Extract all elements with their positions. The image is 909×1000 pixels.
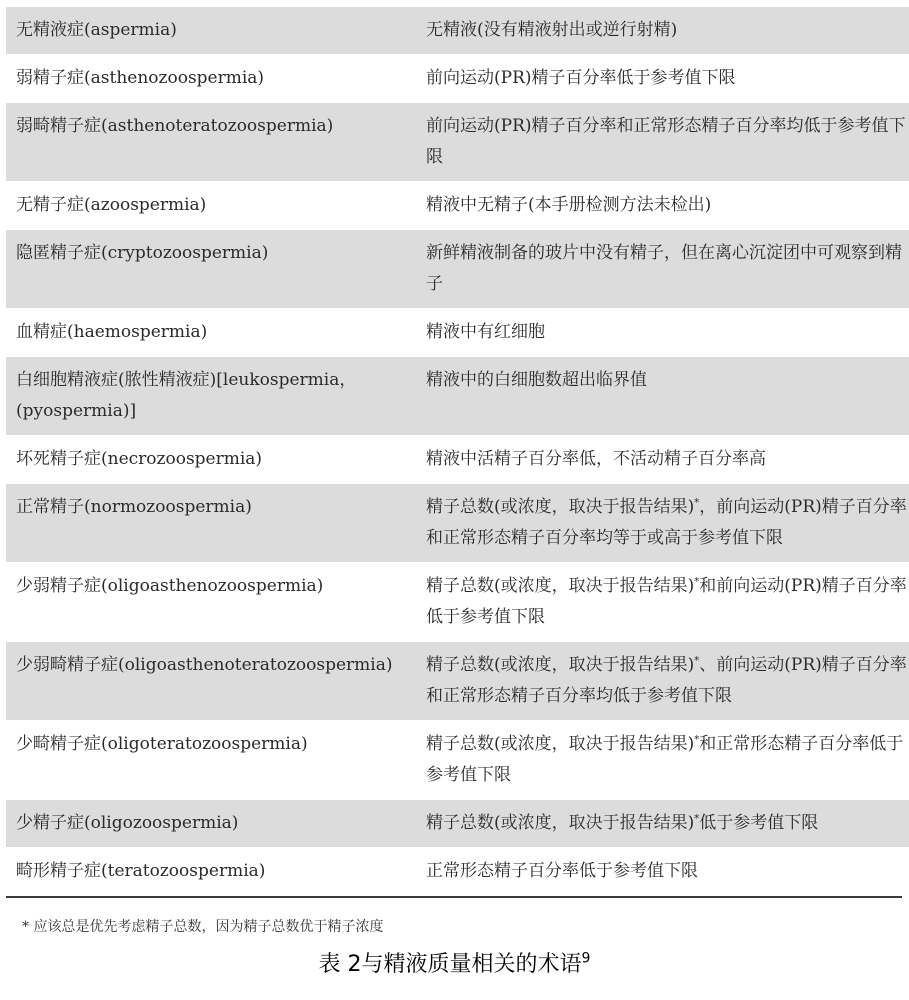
table-footnote: * 应该总是优先考虑精子总数，因为精子总数优于精子浓度 bbox=[22, 919, 384, 935]
definition-pre: 精子总数(或浓度，取决于报告结果) bbox=[426, 497, 695, 517]
term-cell: 无精液症(aspermia) bbox=[6, 7, 416, 55]
terms-table bbox=[6, 7, 909, 896]
table-row bbox=[6, 230, 909, 309]
term-cell: 少弱精子症(oligoasthenozoospermia) bbox=[6, 563, 416, 642]
table-row bbox=[6, 182, 909, 230]
definition-pre: 精子总数(或浓度，取决于报告结果) bbox=[426, 734, 695, 754]
definition-cell: 精液中有红细胞 bbox=[416, 309, 909, 357]
term-cell: 弱精子症(asthenozoospermia) bbox=[6, 55, 416, 103]
definition-pre: 精子总数(或浓度，取决于报告结果) bbox=[426, 576, 695, 596]
table-row bbox=[6, 800, 909, 848]
definition-cell bbox=[416, 721, 909, 800]
table-row bbox=[6, 484, 909, 563]
definition-post: 和前向运动(PR)精子百分率低于参考值下限 bbox=[426, 576, 907, 627]
definition-cell bbox=[416, 563, 909, 642]
table-row bbox=[6, 55, 909, 103]
footnote-marker: * bbox=[694, 734, 700, 746]
definition-pre: 精子总数(或浓度，取决于报告结果) bbox=[426, 655, 695, 675]
definition-cell: 精液中的白细胞数超出临界值 bbox=[416, 357, 909, 436]
table-row bbox=[6, 563, 909, 642]
footnote-marker: * bbox=[694, 655, 700, 667]
definition-cell: 精液中无精子(本手册检测方法未检出) bbox=[416, 182, 909, 230]
table-row bbox=[6, 7, 909, 55]
term-cell: 隐匿精子症(cryptozoospermia) bbox=[6, 230, 416, 309]
footnote-marker: * bbox=[694, 576, 700, 588]
term-cell: 少精子症(oligozoospermia) bbox=[6, 800, 416, 848]
footnote-marker: * bbox=[694, 497, 700, 509]
table-row bbox=[6, 436, 909, 484]
definition-post: 低于参考值下限 bbox=[699, 813, 819, 833]
definition-cell bbox=[416, 642, 909, 721]
term-cell: 正常精子(normozoospermia) bbox=[6, 484, 416, 563]
term-cell: 少畸精子症(oligoteratozoospermia) bbox=[6, 721, 416, 800]
definition-pre: 精子总数(或浓度，取决于报告结果) bbox=[426, 813, 695, 833]
definition-post: ，前向运动(PR)精子百分率和正常形态精子百分率均等于或高于参考值下限 bbox=[426, 497, 907, 548]
term-cell: 弱畸精子症(asthenoteratozoospermia) bbox=[6, 103, 416, 182]
definition-post: 、前向运动(PR)精子百分率和正常形态精子百分率均低于参考值下限 bbox=[426, 655, 907, 706]
table-row bbox=[6, 357, 909, 436]
term-cell: 无精子症(azoospermia) bbox=[6, 182, 416, 230]
table-body bbox=[6, 7, 909, 896]
term-cell: 血精症(haemospermia) bbox=[6, 309, 416, 357]
table-row bbox=[6, 309, 909, 357]
table-row bbox=[6, 642, 909, 721]
definition-cell: 前向运动(PR)精子百分率低于参考值下限 bbox=[416, 55, 909, 103]
table-row bbox=[6, 721, 909, 800]
table-row bbox=[6, 103, 909, 182]
term-cell: 少弱畸精子症(oligoasthenoteratozoospermia) bbox=[6, 642, 416, 721]
definition-post: 和正常形态精子百分率低于参考值下限 bbox=[426, 734, 904, 785]
footnote-marker: * bbox=[694, 813, 700, 825]
definition-cell: 正常形态精子百分率低于参考值下限 bbox=[416, 848, 909, 896]
term-cell: 坏死精子症(necrozoospermia) bbox=[6, 436, 416, 484]
table-bottom-rule bbox=[6, 896, 902, 898]
definition-cell: 无精液(没有精液射出或逆行射精) bbox=[416, 7, 909, 55]
definition-cell: 精液中活精子百分率低，不活动精子百分率高 bbox=[416, 436, 909, 484]
term-cell: 白细胞精液症(脓性精液症)[leukospermia，(pyospermia)] bbox=[6, 357, 416, 436]
definition-cell: 前向运动(PR)精子百分率和正常形态精子百分率均低于参考值下限 bbox=[416, 103, 909, 182]
caption-text: 表 2与精液质量相关的术语 bbox=[318, 952, 582, 977]
definition-cell bbox=[416, 484, 909, 563]
table-caption bbox=[0, 947, 909, 978]
caption-reference: 9 bbox=[581, 950, 591, 967]
terminology-table bbox=[6, 6, 907, 898]
definition-cell: 新鲜精液制备的玻片中没有精子，但在离心沉淀团中可观察到精子 bbox=[416, 230, 909, 309]
table-row bbox=[6, 848, 909, 896]
definition-cell bbox=[416, 800, 909, 848]
term-cell: 畸形精子症(teratozoospermia) bbox=[6, 848, 416, 896]
